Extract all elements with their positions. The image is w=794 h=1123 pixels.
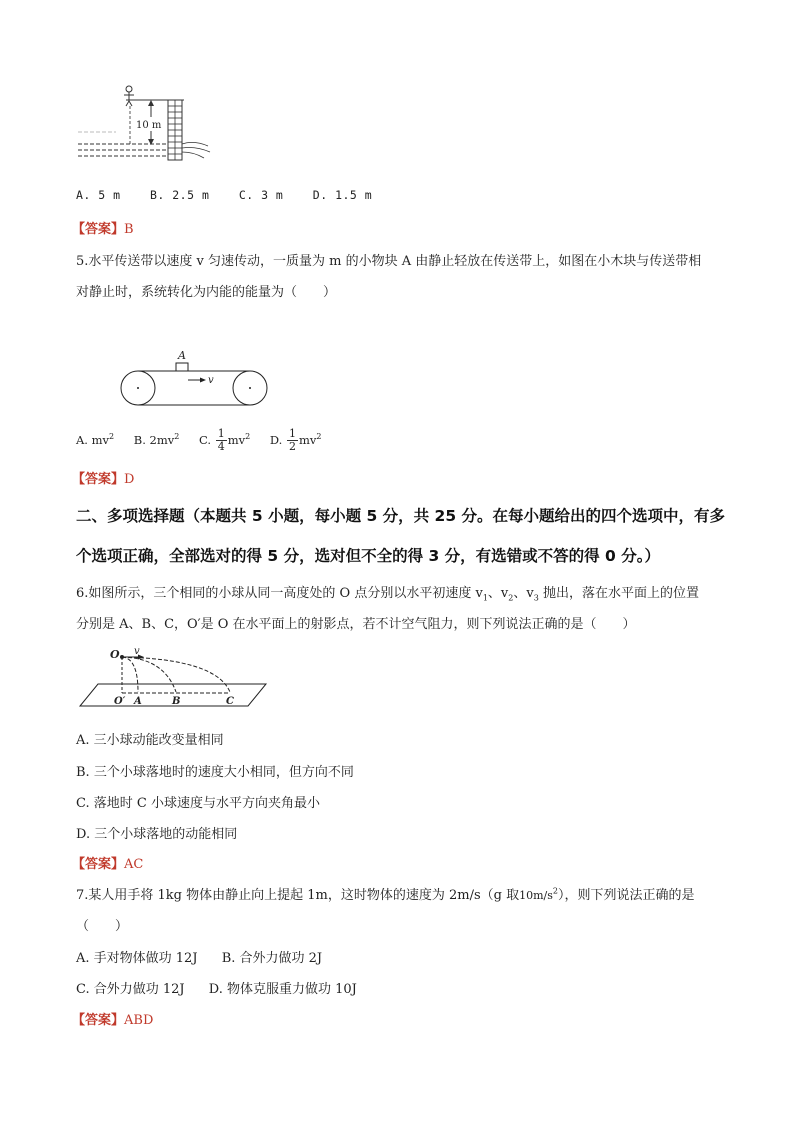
fraction: $\frac{1}{4}$	[217, 427, 225, 453]
answer-value: ABD	[124, 1013, 154, 1028]
v-label: v	[134, 646, 140, 657]
q4-answer	[72, 218, 134, 237]
q7-answer	[72, 1009, 153, 1028]
q7-option-d: D. 物体克服重力做功 10J	[208, 982, 357, 997]
q6-stem-line1: 6.如图所示，三个相同的小球从同一高度处的 O 点分别以水平初速度 $v_1$、$v_2$、$v_3$ 抛出，落在水平面上的位置	[76, 586, 699, 603]
answer-value: D	[124, 472, 135, 487]
block-label: A	[178, 349, 186, 362]
answer-tag: 【答案】	[72, 472, 125, 487]
q7-option-b: B. 合外力做功 2J	[221, 951, 323, 966]
q5-answer	[72, 468, 134, 487]
q6-option-a: A. 三小球动能改变量相同	[76, 733, 224, 748]
section-heading-line2: 个选项正确，全部选对的得 5 分，选对但不全的得 3 分，有选错或不答的得 0 分。）	[76, 547, 660, 565]
q7-stem-line2: （ ）	[76, 919, 129, 934]
answer-tag: 【答案】	[72, 222, 125, 237]
q5-stem-line2: 对静止时，系统转化为内能的能量为（ ）	[76, 285, 337, 300]
o-prime-label: O′	[114, 696, 126, 707]
q4-option-d: D. 1.5 m	[312, 188, 373, 202]
answer-value: B	[124, 222, 134, 237]
q6-option-b: B. 三个小球落地时的速度大小相同，但方向不同	[76, 765, 354, 780]
q7-option-a: A. 手对物体做功 12J	[76, 951, 198, 966]
q6-option-c: C. 落地时 C 小球速度与水平方向夹角最小	[76, 796, 320, 811]
o-label: O	[110, 648, 120, 661]
conveyor-belt-figure	[120, 348, 270, 410]
height-label: 10 m	[136, 120, 162, 131]
answer-value: AC	[124, 857, 144, 872]
q5-stem-line1: 5.水平传送带以速度 v 匀速传动，一质量为 m 的小物块 A 由静止轻放在传送带上，如图在小木块与传送带相	[76, 254, 702, 269]
q5-option-b: B. $2mv^2$	[133, 431, 180, 447]
q4-option-c: C. 3 m	[238, 188, 284, 202]
velocity-label: v	[208, 375, 214, 386]
b-label: B	[172, 696, 181, 707]
section-heading-line1: 二、多项选择题（本题共 5 小题，每小题 5 分，共 25 分。在每小题给出的四个选项中，有多	[76, 507, 726, 525]
a-label: A	[134, 696, 142, 707]
q6-option-d: D. 三个小球落地的动能相同	[76, 827, 238, 842]
q4-option-b: B. 2.5 m	[149, 188, 210, 202]
q7-option-c: C. 合外力做功 12J	[76, 982, 185, 997]
projectile-figure	[76, 644, 270, 710]
q5-option-a: A. $mv^2$	[76, 431, 115, 447]
cliff-diving-figure	[76, 84, 216, 174]
q4-option-a: A. 5 m	[76, 188, 121, 202]
q6-answer	[72, 853, 143, 872]
fraction: $\frac{1}{2}$	[289, 427, 296, 453]
q5-option-d: D. $\frac{1}{2}$ $mv^2$	[269, 427, 322, 453]
answer-tag: 【答案】	[72, 1013, 125, 1028]
q7-stem-line1: 7.某人用手将 1kg 物体由静止向上提起 1m，这时物体的速度为 2m/s（g 取$10m/s^2$），则下列说法正确的是	[76, 886, 695, 903]
q4-options	[76, 188, 394, 202]
answer-tag: 【答案】	[72, 857, 125, 872]
c-label: C	[226, 696, 234, 707]
q7-options-row1	[76, 947, 322, 966]
q7-options-row2	[76, 978, 357, 997]
q5-option-c: C. $\frac{1}{4}$ $mv^2$	[199, 427, 251, 453]
q6-stem-line2: 分别是 A、B、C，O′是 O 在水平面上的射影点，若不计空气阻力，则下列说法正确的是（ ）	[76, 617, 636, 632]
q5-options	[76, 428, 322, 453]
